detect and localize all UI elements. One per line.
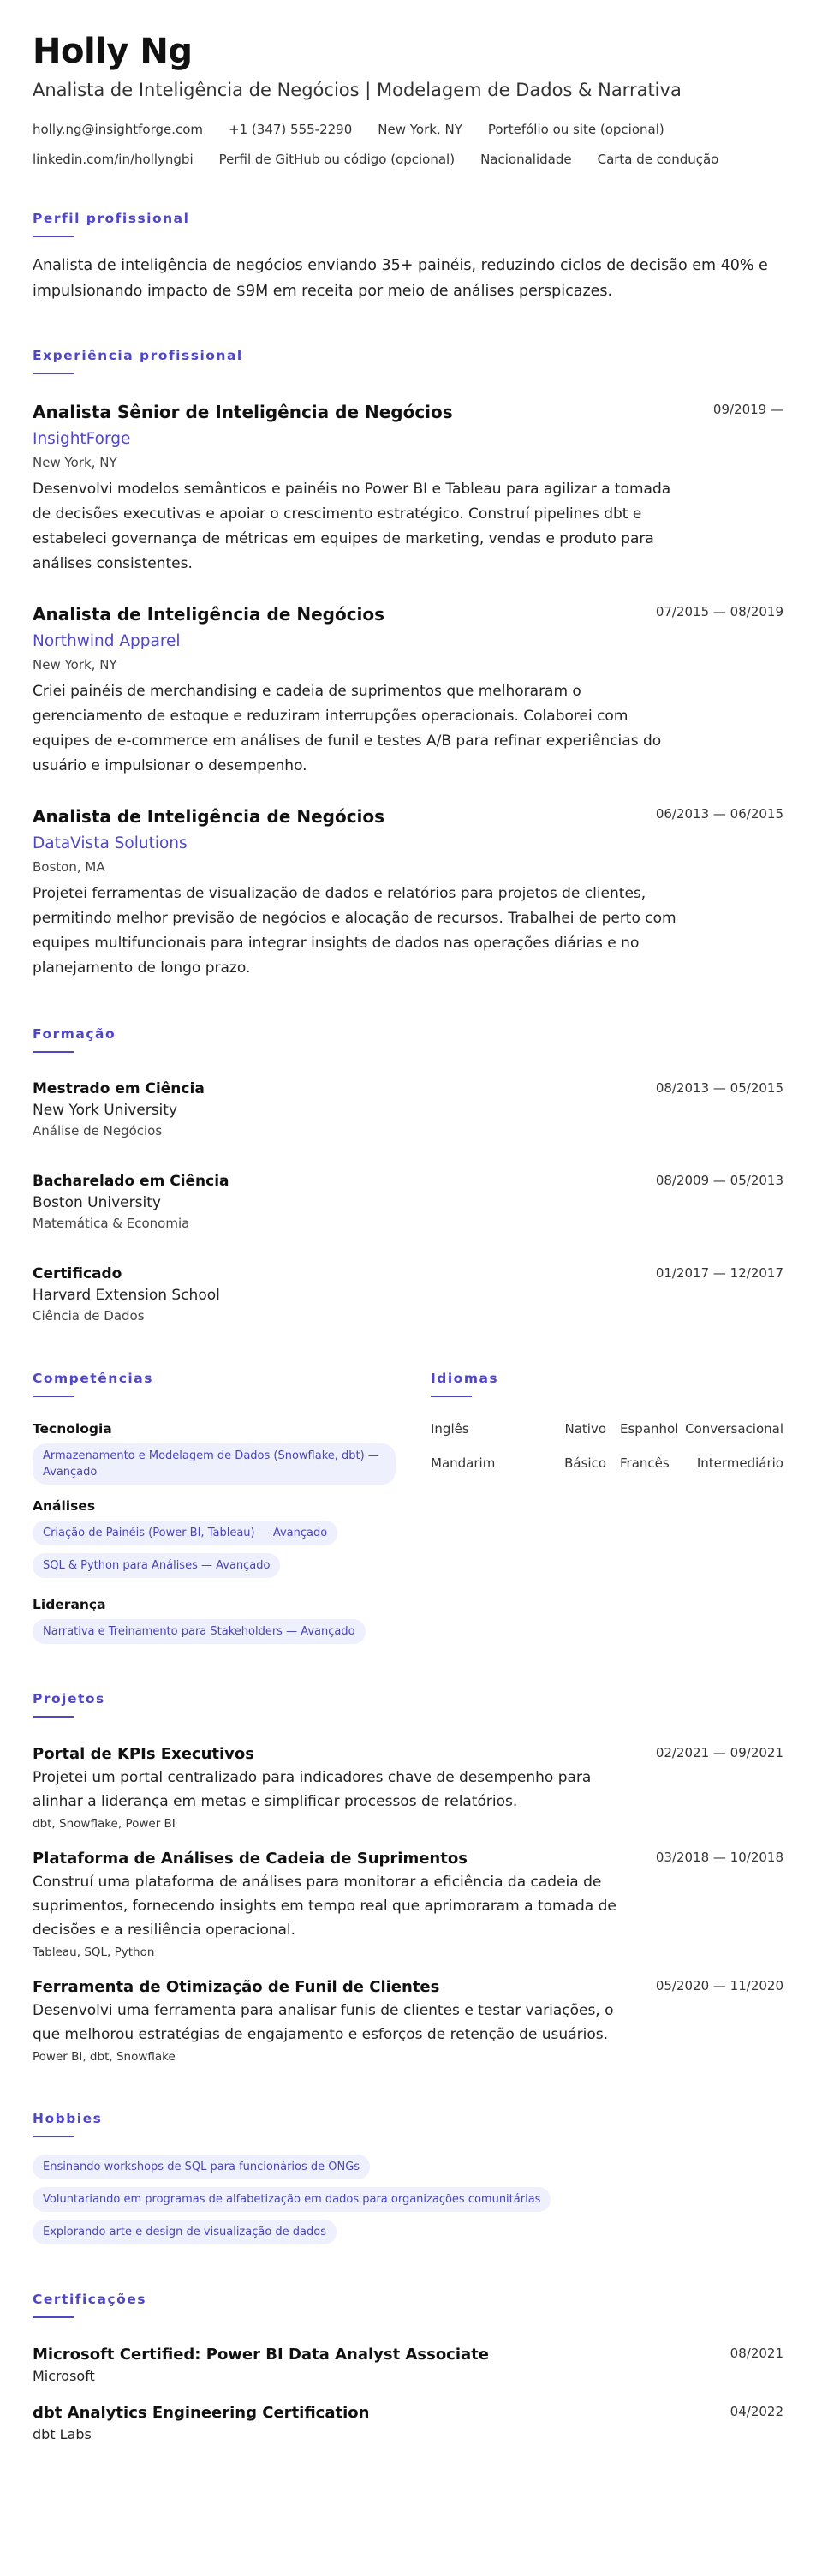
project-tech-stack: Tableau, SQL, Python bbox=[33, 1945, 155, 1959]
project-dates: 02/2021 — 09/2021 bbox=[655, 1745, 783, 1760]
job-company: InsightForge bbox=[33, 430, 131, 448]
language-name: Francês bbox=[620, 1455, 670, 1471]
project-description: Construí uma plataforma de análises para monitorar a eficiência da cadeia de suprimentos, fornecendo insights em tempo real que aprimoraram a tomada de decisões e a resiliência operacional. bbox=[33, 1874, 616, 1939]
skill-chip: Armazenamento e Modelagem de Dados (Snowflake, dbt) — Avançado bbox=[33, 1443, 396, 1485]
education-dates: 08/2009 — 05/2013 bbox=[655, 1173, 783, 1188]
education-field: Matemática & Economia bbox=[33, 1216, 190, 1231]
skill-chip-list bbox=[33, 1443, 407, 1485]
education-degree: Bacharelado em Ciência bbox=[33, 1173, 229, 1190]
education-school: New York University bbox=[33, 1102, 178, 1119]
project-entry bbox=[33, 1976, 783, 2065]
project-name: Portal de KPIs Executivos bbox=[33, 1745, 254, 1763]
header bbox=[33, 31, 783, 169]
hobby-chip-list bbox=[33, 2155, 783, 2244]
section-divider bbox=[33, 236, 74, 237]
section-title-experience: Experiência profissional bbox=[33, 348, 243, 363]
profile-section bbox=[33, 210, 783, 304]
job-description: Criei painéis de merchandising e cadeia de suprimentos que melhoraram o gerenciamento de estoque e reduziram interrupções operacionais. Colaborei com equipes de e-commerce em análises de funil e testes A/B para refinar experiências do usuário e impulsionar o desempenho. bbox=[33, 683, 662, 774]
job-entry bbox=[33, 602, 783, 779]
education-field: Ciência de Dados bbox=[33, 1308, 145, 1324]
job-entry bbox=[33, 804, 783, 981]
education-dates: 08/2013 — 05/2015 bbox=[655, 1080, 783, 1096]
job-description: Projetei ferramentas de visualização de dados e relatórios para projetos de clientes, permitindo melhor previsão de negócios e alocação de recursos. Trabalhei de perto com equipes multifuncionais para integrar insights de dados nas operações diárias e no planejamento de longo prazo. bbox=[33, 885, 676, 977]
section-title-skills: Competências bbox=[33, 1371, 153, 1386]
skill-chip: SQL & Python para Análises — Avançado bbox=[33, 1553, 280, 1578]
contact-portfolio[interactable]: Portefólio ou site (opcional) bbox=[487, 122, 664, 137]
hobby-chip: Explorando arte e design de visualização de dados bbox=[33, 2220, 337, 2244]
skills-languages-row bbox=[33, 1370, 783, 1644]
candidate-headline: Analista de Inteligência de Negócios | Modelagem de Dados & Narrativa bbox=[33, 80, 682, 100]
education-entry bbox=[33, 1079, 783, 1140]
project-tech-stack: Power BI, dbt, Snowflake bbox=[33, 2050, 176, 2064]
hobby-chip: Voluntariando em programas de alfabetização em dados para organizações comunitárias bbox=[33, 2187, 551, 2212]
job-title: Analista de Inteligência de Negócios bbox=[33, 806, 385, 827]
project-entry bbox=[33, 1848, 783, 1961]
project-dates: 03/2018 — 10/2018 bbox=[655, 1850, 783, 1865]
job-title: Analista de Inteligência de Negócios bbox=[33, 604, 385, 625]
job-title: Analista Sênior de Inteligência de Negócios bbox=[33, 402, 453, 422]
certification-date: 04/2022 bbox=[730, 2404, 783, 2419]
education-entry bbox=[33, 1264, 783, 1325]
job-description: Desenvolvi modelos semânticos e painéis no Power BI e Tableau para agilizar a tomada de decisões executivas e apoiar o crescimento estratégico. Construí pipelines dbt e estabeleci governança de métricas em equipes de marketing, vendas e produto para análises consistentes. bbox=[33, 481, 671, 572]
language-level: Nativo bbox=[564, 1421, 606, 1437]
contact-github[interactable]: Perfil de GitHub ou código (opcional) bbox=[218, 152, 456, 167]
section-title-hobbies: Hobbies bbox=[33, 2111, 103, 2126]
contact-phone[interactable]: +1 (347) 555-2290 bbox=[229, 122, 353, 137]
certification-issuer: dbt Labs bbox=[33, 2426, 92, 2442]
section-divider bbox=[33, 1051, 74, 1053]
education-school: Harvard Extension School bbox=[33, 1287, 220, 1304]
job-company: Northwind Apparel bbox=[33, 632, 181, 650]
candidate-name: Holly Ng bbox=[33, 32, 193, 71]
section-divider bbox=[33, 373, 74, 374]
contact-driving-license: Carta de condução bbox=[597, 152, 719, 167]
skill-chip: Narrativa e Treinamento para Stakeholders — Avançado bbox=[33, 1619, 366, 1644]
skill-group-title: Liderança bbox=[33, 1597, 106, 1612]
language-name: Inglês bbox=[431, 1421, 469, 1437]
projects-section bbox=[33, 1690, 783, 2065]
education-entry bbox=[33, 1171, 783, 1233]
contact-nationality: Nacionalidade bbox=[480, 152, 572, 167]
certification-issuer: Microsoft bbox=[33, 2368, 95, 2384]
section-divider bbox=[33, 1716, 74, 1718]
hobby-chip: Ensinando workshops de SQL para funcionários de ONGs bbox=[33, 2155, 370, 2179]
job-location: Boston, MA bbox=[33, 859, 105, 875]
certification-name: Microsoft Certified: Power BI Data Analyst Associate bbox=[33, 2346, 489, 2364]
section-divider bbox=[33, 1396, 74, 1397]
language-name: Espanhol bbox=[620, 1421, 679, 1437]
project-description: Projetei um portal centralizado para indicadores chave de desempenho para alinhar a liderança em metas e simplificar processos de relatórios. bbox=[33, 1769, 592, 1810]
contact-email[interactable]: holly.ng@insightforge.com bbox=[33, 122, 204, 137]
certification-name: dbt Analytics Engineering Certification bbox=[33, 2404, 370, 2422]
education-degree: Mestrado em Ciência bbox=[33, 1080, 205, 1097]
profile-summary: Analista de inteligência de negócios enviando 35+ painéis, reduzindo ciclos de decisão em 40% e impulsionando impacto de $9M em receita por meio de análises perspicazes. bbox=[33, 257, 768, 300]
certification-entry bbox=[33, 2344, 783, 2387]
project-entry bbox=[33, 1743, 783, 1832]
hobbies-section bbox=[33, 2110, 783, 2244]
contact-linkedin[interactable]: linkedin.com/in/hollyngbi bbox=[33, 152, 194, 167]
contact-row-2 bbox=[33, 150, 783, 169]
education-section bbox=[33, 1025, 783, 1325]
job-dates: 07/2015 — 08/2019 bbox=[655, 604, 783, 619]
skill-group-title: Tecnologia bbox=[33, 1421, 112, 1437]
education-school: Boston University bbox=[33, 1194, 161, 1211]
job-company: DataVista Solutions bbox=[33, 834, 188, 852]
education-field: Análise de Negócios bbox=[33, 1123, 163, 1139]
project-dates: 05/2020 — 11/2020 bbox=[655, 1978, 783, 1993]
language-level: Básico bbox=[564, 1455, 606, 1471]
project-description: Desenvolvi uma ferramenta para analisar funis de clientes e testar variações, o que melhorou estratégias de engajamento e esforços de retenção de usuários. bbox=[33, 2002, 614, 2043]
section-title-certifications: Certificações bbox=[33, 2292, 147, 2307]
project-name: Plataforma de Análises de Cadeia de Suprimentos bbox=[33, 1850, 468, 1868]
section-divider bbox=[33, 2316, 74, 2318]
education-dates: 01/2017 — 12/2017 bbox=[655, 1265, 783, 1281]
language-name: Mandarim bbox=[431, 1455, 496, 1471]
contact-row-1 bbox=[33, 120, 783, 139]
skills-section bbox=[33, 1370, 407, 1644]
experience-section bbox=[33, 347, 783, 981]
section-divider bbox=[431, 1396, 472, 1397]
section-title-projects: Projetos bbox=[33, 1691, 105, 1706]
job-location: New York, NY bbox=[33, 455, 117, 470]
contact-location: New York, NY bbox=[378, 122, 462, 137]
section-title-profile: Perfil profissional bbox=[33, 211, 190, 226]
certification-entry bbox=[33, 2402, 783, 2445]
section-title-education: Formação bbox=[33, 1026, 116, 1042]
skill-chip-list bbox=[33, 1521, 407, 1578]
section-divider bbox=[33, 2136, 74, 2137]
languages-section bbox=[431, 1370, 783, 1473]
job-entry bbox=[33, 400, 783, 577]
skill-chip-list bbox=[33, 1619, 407, 1644]
project-tech-stack: dbt, Snowflake, Power BI bbox=[33, 1817, 176, 1831]
language-row bbox=[431, 1419, 783, 1438]
skill-chip: Criação de Painéis (Power BI, Tableau) — Avançado bbox=[33, 1521, 337, 1545]
job-dates: 06/2013 — 06/2015 bbox=[655, 806, 783, 822]
section-title-languages: Idiomas bbox=[431, 1371, 499, 1386]
certifications-section bbox=[33, 2291, 783, 2445]
education-degree: Certificado bbox=[33, 1265, 122, 1282]
job-location: New York, NY bbox=[33, 657, 117, 672]
job-dates: 09/2019 — bbox=[712, 402, 783, 417]
project-name: Ferramenta de Otimização de Funil de Clientes bbox=[33, 1978, 440, 1996]
skill-group-title: Análises bbox=[33, 1498, 96, 1514]
certification-date: 08/2021 bbox=[730, 2346, 783, 2361]
language-level: Intermediário bbox=[696, 1455, 783, 1471]
language-row bbox=[431, 1454, 783, 1473]
language-level: Conversacional bbox=[685, 1421, 783, 1437]
